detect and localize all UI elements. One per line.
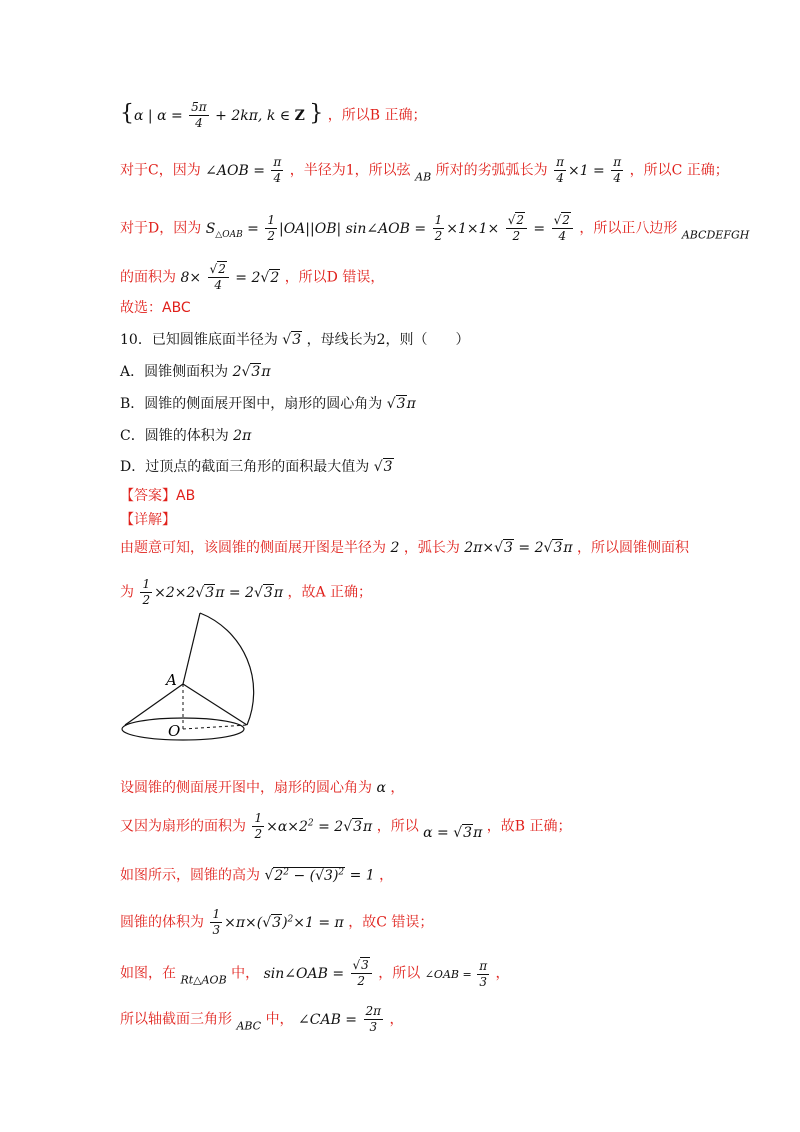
option-a-value: 2√3π (232, 364, 271, 380)
cone-right-edge (183, 684, 247, 725)
option-a: A．圆锥侧面积为 2√3π (120, 364, 271, 380)
arc-length-value: 2π×√3 = 2√3π (464, 540, 573, 556)
sector-area-expr: $\frac{1}{2}$ $\times\alpha\times 2^2 = 2√3\pi$ (254, 811, 373, 841)
chord-ab-label: AB (415, 170, 432, 184)
line-c-analysis (120, 155, 729, 188)
detail-line-8: 所以轴截面三角形 $_{ABC}$ 中， ∠CAB = $\frac{2\pi}{3}$ ， (120, 1004, 404, 1034)
option-c: C．圆锥的体积为 2π (120, 428, 252, 444)
octagon-area-expr: 8× $\frac{√2}{4}$ = 2√2 (180, 262, 280, 292)
option-b-value: √3π (386, 396, 416, 412)
detail-line-7: 如图，在 $_{Rt\triangle AOB}$ 中， sin∠OAB = $\frac{√3}{2}$ ，所以 ∠OAB = $\frac{\pi}{3}$ ， (120, 958, 510, 989)
c-correct-text: ，所以C 正确； (629, 162, 729, 179)
sector-radius-line (183, 613, 200, 684)
triangle-abc-label: ABC (236, 1019, 262, 1033)
angle-cab-expr: ∠CAB = $\frac{2\pi}{3}$ (298, 1004, 382, 1034)
line-d-analysis (120, 213, 749, 246)
cone-volume-expr: $\frac{1}{3}$ $\times\pi\times(√3)^2\times 1 = \pi$ (212, 907, 344, 937)
c-arc-text: 所对的劣弧弧长为 (435, 162, 548, 179)
detail-line-3: 设圆锥的侧面展开图中，扇形的圆心角为 α ， (120, 780, 405, 796)
base-radius-value: √3 (282, 332, 302, 348)
arc-length-expr: $\frac{\pi}{4}$ ×1 = $\frac{\pi}{4}$ (556, 155, 622, 185)
line-set-alpha (120, 100, 426, 131)
octagon-area-intro: 的面积为 (120, 269, 176, 286)
d-wrong-text: ，所以D 错误， (284, 269, 385, 286)
sin-oab-expr: sin∠OAB = $\frac{√3}{2}$ (264, 966, 374, 982)
detail-line-5: 如图所示，圆锥的高为 $√2^2 - (√3)^2 = 1$ ， (120, 867, 394, 884)
lateral-area-value: $\frac{1}{2}$ ×2×2√3π = 2√3π (142, 577, 284, 607)
cone-figure (110, 605, 280, 755)
angle-aob-expr: ∠AOB = $\frac{\pi}{4}$ (205, 155, 282, 185)
detail-line-6: 圆锥的体积为 $\frac{1}{3}$ $\times\pi\times(√3)^2\times 1 = \pi$ ，故C 错误； (120, 907, 434, 937)
line-d-area (120, 262, 384, 293)
triangle-aob-label: Rt△AOB (180, 973, 227, 987)
angle-oab-expr: ∠OAB = $\frac{\pi}{3}$ (424, 959, 488, 989)
sector-arc (200, 613, 254, 725)
choice-summary: 故选：ABC (120, 300, 191, 316)
b-correct-text: ，所以B 正确； (327, 107, 427, 124)
label-o: O (168, 722, 181, 740)
label-a: A (166, 671, 177, 689)
question-10-stem: 10．已知圆锥底面半径为 √3 ，母线长为2，则（ ） (120, 332, 470, 348)
detail-line-1: 由题意可知，该圆锥的侧面展开图是半径为 2 ，弧长为 2π×√3 = 2√3π ，所以圆锥侧面积 (120, 540, 690, 556)
option-d: D．过顶点的截面三角形的面积最大值为 √3 (120, 459, 393, 475)
detail-line-2: 为 $\frac{1}{2}$ ×2×2√3π = 2√3π ，故A 正确； (120, 577, 373, 607)
option-b: B．圆锥的侧面展开图中，扇形的圆心角为 √3π (120, 396, 416, 412)
answer-label: 【答案】AB (120, 488, 196, 504)
d-intro: 对于D，因为 (120, 220, 202, 237)
detail-label: 【详解】 (120, 512, 176, 528)
set-expression: {α | α = $\frac{5\pi}{4}$ + 2kπ, k ∈ Z } (120, 100, 324, 130)
option-d-value: √3 (373, 459, 393, 475)
cone-height-expr: $√2^2 - (√3)^2 = 1$ (264, 867, 375, 884)
cone-radius-line (183, 725, 247, 729)
detail-line-4: 又因为扇形的面积为 $\frac{1}{2}$ $\times\alpha\times 2^2 = 2√3\pi$ ，所以 α = √3π ，故B 正确； (120, 811, 572, 841)
option-c-value: 2π (233, 428, 252, 444)
c-radius-text: ，半径为1，所以弦 (289, 162, 411, 179)
triangle-area-expr: $S_{\triangle OAB}$ = $\frac{1}{2}$ |OA||OB| sin∠AOB = $\frac{1}{2}$ ×1×1× $\frac{√2}{2}$ = $\frac{√2}{4}$ (206, 221, 575, 237)
octagon-label: ABCDEFGH (681, 228, 750, 242)
alpha-value: α = √3π (423, 824, 483, 841)
c-intro: 对于C，因为 (120, 162, 201, 179)
d-octagon-text: ，所以正八边形 (579, 220, 678, 237)
